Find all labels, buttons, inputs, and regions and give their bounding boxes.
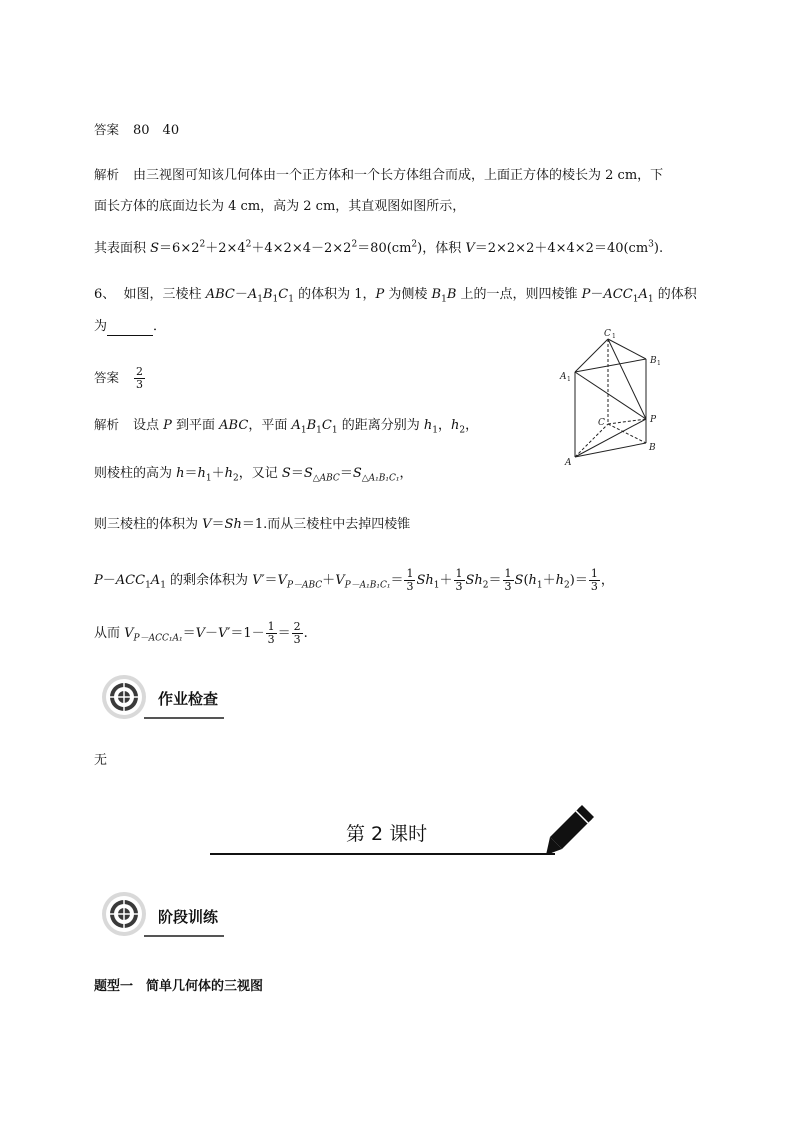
text: ， xyxy=(465,418,479,433)
text: ＝6×2 xyxy=(159,241,200,256)
label-P: P xyxy=(650,415,657,425)
var: P xyxy=(163,418,172,433)
q6-question-line1 xyxy=(94,286,697,304)
text: 为侧棱 xyxy=(384,287,432,302)
sub: △A₁B₁C₁ xyxy=(361,473,400,484)
banner-line xyxy=(210,853,555,855)
var: A xyxy=(638,287,648,302)
denominator: 3 xyxy=(590,580,598,593)
var: C xyxy=(278,287,289,302)
var: A xyxy=(291,418,301,433)
numerator: 2 xyxy=(136,365,144,378)
text: 的体积为 1， xyxy=(293,287,376,302)
label-C1: C xyxy=(604,329,611,339)
var: S xyxy=(303,466,313,481)
text: ＝ xyxy=(390,573,404,588)
analysis-text: 由三视图可知该几何体由一个正方体和一个长方体组合而成，上面正方体的棱长为 2 cm，下 xyxy=(133,168,664,183)
text: 如图，三棱柱 xyxy=(123,287,206,302)
text: ＝1－ xyxy=(230,626,265,641)
var: A xyxy=(150,573,161,588)
var: A xyxy=(247,287,258,302)
fraction xyxy=(503,568,514,593)
var: h xyxy=(555,573,565,588)
sub: 1 xyxy=(145,580,151,591)
denominator: 3 xyxy=(504,580,512,593)
text: 则棱柱的高为 xyxy=(94,466,177,481)
label-A1: A xyxy=(560,372,567,382)
q5-analysis-line2 xyxy=(94,198,465,216)
var: h xyxy=(450,418,460,433)
text: － xyxy=(590,287,604,302)
analysis-label: 解析 xyxy=(94,167,120,182)
var: Sh xyxy=(416,573,434,588)
q6-analysis-line2 xyxy=(94,465,413,483)
sub: P－A₁B₁C₁ xyxy=(344,580,391,591)
text: ＝ xyxy=(277,626,291,641)
text: 到平面 xyxy=(171,418,220,433)
sub: P－ACC₁A₁ xyxy=(133,633,183,644)
text: ). xyxy=(653,241,664,256)
homework-section-header xyxy=(100,673,230,723)
sup: 2 xyxy=(351,239,358,250)
text: ＝ xyxy=(182,626,196,641)
sup: 2 xyxy=(199,239,206,250)
q6-analysis-line1 xyxy=(94,416,478,435)
var: V xyxy=(277,573,287,588)
lesson-title: 第 2 课时 xyxy=(346,823,428,845)
answer-blank xyxy=(107,321,153,336)
question-number: 6、 xyxy=(94,287,116,302)
var: P xyxy=(375,287,385,302)
sup: 3 xyxy=(648,239,654,250)
text: ， xyxy=(600,573,614,588)
label-sub: 1 xyxy=(567,376,571,383)
text: 的剩余体积为 xyxy=(165,573,253,588)
var: C xyxy=(321,418,332,433)
var: ABC xyxy=(219,418,249,433)
fraction xyxy=(292,621,303,646)
sub: 1 xyxy=(272,294,279,305)
sub: 1 xyxy=(160,580,166,591)
text: 从而 xyxy=(94,626,125,641)
text: ＝ xyxy=(184,466,198,481)
var: ACC xyxy=(115,573,146,588)
sub: 1 xyxy=(288,294,294,305)
var: ACC xyxy=(603,287,633,302)
var: h xyxy=(176,466,185,481)
var: Sh xyxy=(465,573,483,588)
pencil-icon xyxy=(542,805,594,857)
numerator: 1 xyxy=(590,567,598,580)
text: )，体积 xyxy=(417,241,466,256)
var: h xyxy=(528,573,537,588)
text: )＝ xyxy=(569,573,588,588)
text: 则三棱柱的体积为 xyxy=(94,517,203,532)
var: V xyxy=(124,626,134,641)
analysis-text: 面长方体的底面边长为 4 cm，高为 2 cm，其直观图如图所示， xyxy=(94,199,466,214)
fraction xyxy=(404,568,415,593)
sub: 1 xyxy=(300,425,307,436)
var: V′ xyxy=(252,573,265,588)
q6-analysis-line5 xyxy=(94,619,308,649)
text: 为 xyxy=(94,319,108,334)
label-A: A xyxy=(565,458,572,468)
text: ＋ xyxy=(211,466,225,481)
var-V: V xyxy=(465,241,475,256)
numerator: 1 xyxy=(504,567,512,580)
var: S xyxy=(281,466,291,481)
text: － xyxy=(102,573,116,588)
sub: 1 xyxy=(331,425,338,436)
var: ABC xyxy=(205,287,235,302)
fraction xyxy=(454,568,465,593)
answer-label: 答案 xyxy=(94,370,120,385)
prism-figure xyxy=(555,325,665,470)
section-title: 作业检查 xyxy=(158,690,219,708)
var: V′ xyxy=(218,626,231,641)
denominator: 3 xyxy=(136,378,144,391)
numerator: 1 xyxy=(455,567,463,580)
var: B xyxy=(306,418,317,433)
text: ( xyxy=(523,573,529,588)
var: B xyxy=(262,287,273,302)
sub: 1 xyxy=(316,425,322,436)
text: 的距离分别为 xyxy=(337,418,424,433)
homework-content: 无 xyxy=(94,753,108,768)
denominator: 3 xyxy=(293,633,301,646)
var: h xyxy=(197,466,206,481)
denominator: 3 xyxy=(267,633,275,646)
label-sub: 1 xyxy=(657,360,661,367)
text: ＝ xyxy=(264,573,278,588)
sup: 2 xyxy=(245,239,252,250)
sub: 1 xyxy=(632,294,639,305)
text: ，平面 xyxy=(248,418,292,433)
text: ＝ xyxy=(339,466,353,481)
var: P xyxy=(581,287,591,302)
question-type-title: 题型一 简单几何体的三视图 xyxy=(94,979,264,994)
answer-label: 答案 xyxy=(94,122,120,137)
var: S xyxy=(352,466,362,481)
text: 上的一点，则四棱锥 xyxy=(456,287,582,302)
text: ＝2×2×2＋4×4×2＝40(cm xyxy=(474,241,649,256)
q6-analysis-line3 xyxy=(94,516,410,534)
text: ＋ xyxy=(542,573,556,588)
var: V xyxy=(195,626,205,641)
text: ＋ xyxy=(439,573,453,588)
numerator: 2 xyxy=(293,620,301,633)
text: ＝ xyxy=(290,466,304,481)
target-icon xyxy=(100,890,150,940)
text: ＋2×4 xyxy=(205,241,246,256)
q6-analysis-line4 xyxy=(94,566,614,596)
sub: 1 xyxy=(441,294,447,305)
var: B xyxy=(446,287,457,302)
target-icon xyxy=(100,673,150,723)
analysis-label: 解析 xyxy=(94,417,120,432)
stage-section-header xyxy=(100,890,230,940)
text: ． xyxy=(153,319,167,334)
text: ， xyxy=(399,466,413,481)
fraction xyxy=(266,621,277,646)
var: h xyxy=(224,466,234,481)
text: ，又记 xyxy=(238,466,282,481)
text: ＝80(cm xyxy=(357,241,412,256)
var: Sh xyxy=(224,517,242,532)
answer-fraction xyxy=(134,366,145,391)
text: ＝1.而从三棱柱中去掉四棱锥 xyxy=(241,517,411,532)
section-underline xyxy=(144,717,224,719)
text: － xyxy=(204,626,218,641)
text: ＋ xyxy=(322,573,336,588)
sub: △ABC xyxy=(312,473,340,484)
var-S: S xyxy=(150,241,160,256)
var: P xyxy=(94,573,103,588)
var: V xyxy=(202,517,212,532)
var: h xyxy=(423,418,433,433)
sub: 1 xyxy=(647,294,654,305)
sub: 1 xyxy=(432,425,438,436)
sub: P－ABC xyxy=(286,580,323,591)
sub: 2 xyxy=(233,473,239,484)
label-C: C xyxy=(598,418,605,428)
text: ＝ xyxy=(488,573,502,588)
q6-question-line2 xyxy=(94,318,166,336)
section-underline xyxy=(144,935,224,937)
sub: 2 xyxy=(459,425,466,436)
text: . xyxy=(303,626,308,641)
label-B1: B xyxy=(650,356,657,366)
text: ， xyxy=(437,418,451,433)
q5-analysis-line1 xyxy=(94,166,663,185)
answer-value: 80 40 xyxy=(133,123,180,138)
sub: 1 xyxy=(536,580,543,591)
numerator: 1 xyxy=(267,620,275,633)
numerator: 1 xyxy=(406,567,414,580)
text: ＝ xyxy=(211,517,225,532)
lesson-banner xyxy=(210,805,595,860)
q5-answer-row xyxy=(94,121,179,140)
var: S xyxy=(514,573,524,588)
q5-analysis-line3 xyxy=(94,240,663,258)
text: － xyxy=(234,287,248,302)
fraction xyxy=(589,568,600,593)
label-B: B xyxy=(649,443,656,453)
sub: 2 xyxy=(482,580,489,591)
text: 其表面积 xyxy=(94,241,151,256)
sup: 2 xyxy=(411,239,418,250)
label-sub: 1 xyxy=(612,333,616,340)
q6-answer-row xyxy=(94,366,146,391)
text: 设点 xyxy=(133,418,164,433)
denominator: 3 xyxy=(455,580,463,593)
sub: 1 xyxy=(205,473,212,484)
var: V xyxy=(335,573,345,588)
var: B xyxy=(431,287,442,302)
denominator: 3 xyxy=(406,580,414,593)
sub: 1 xyxy=(433,580,440,591)
section-title: 阶段训练 xyxy=(158,908,219,926)
sub: 1 xyxy=(257,294,263,305)
sub: 2 xyxy=(564,580,570,591)
text: 的体积 xyxy=(653,287,697,302)
text: ＋4×2×4－2×2 xyxy=(251,241,352,256)
